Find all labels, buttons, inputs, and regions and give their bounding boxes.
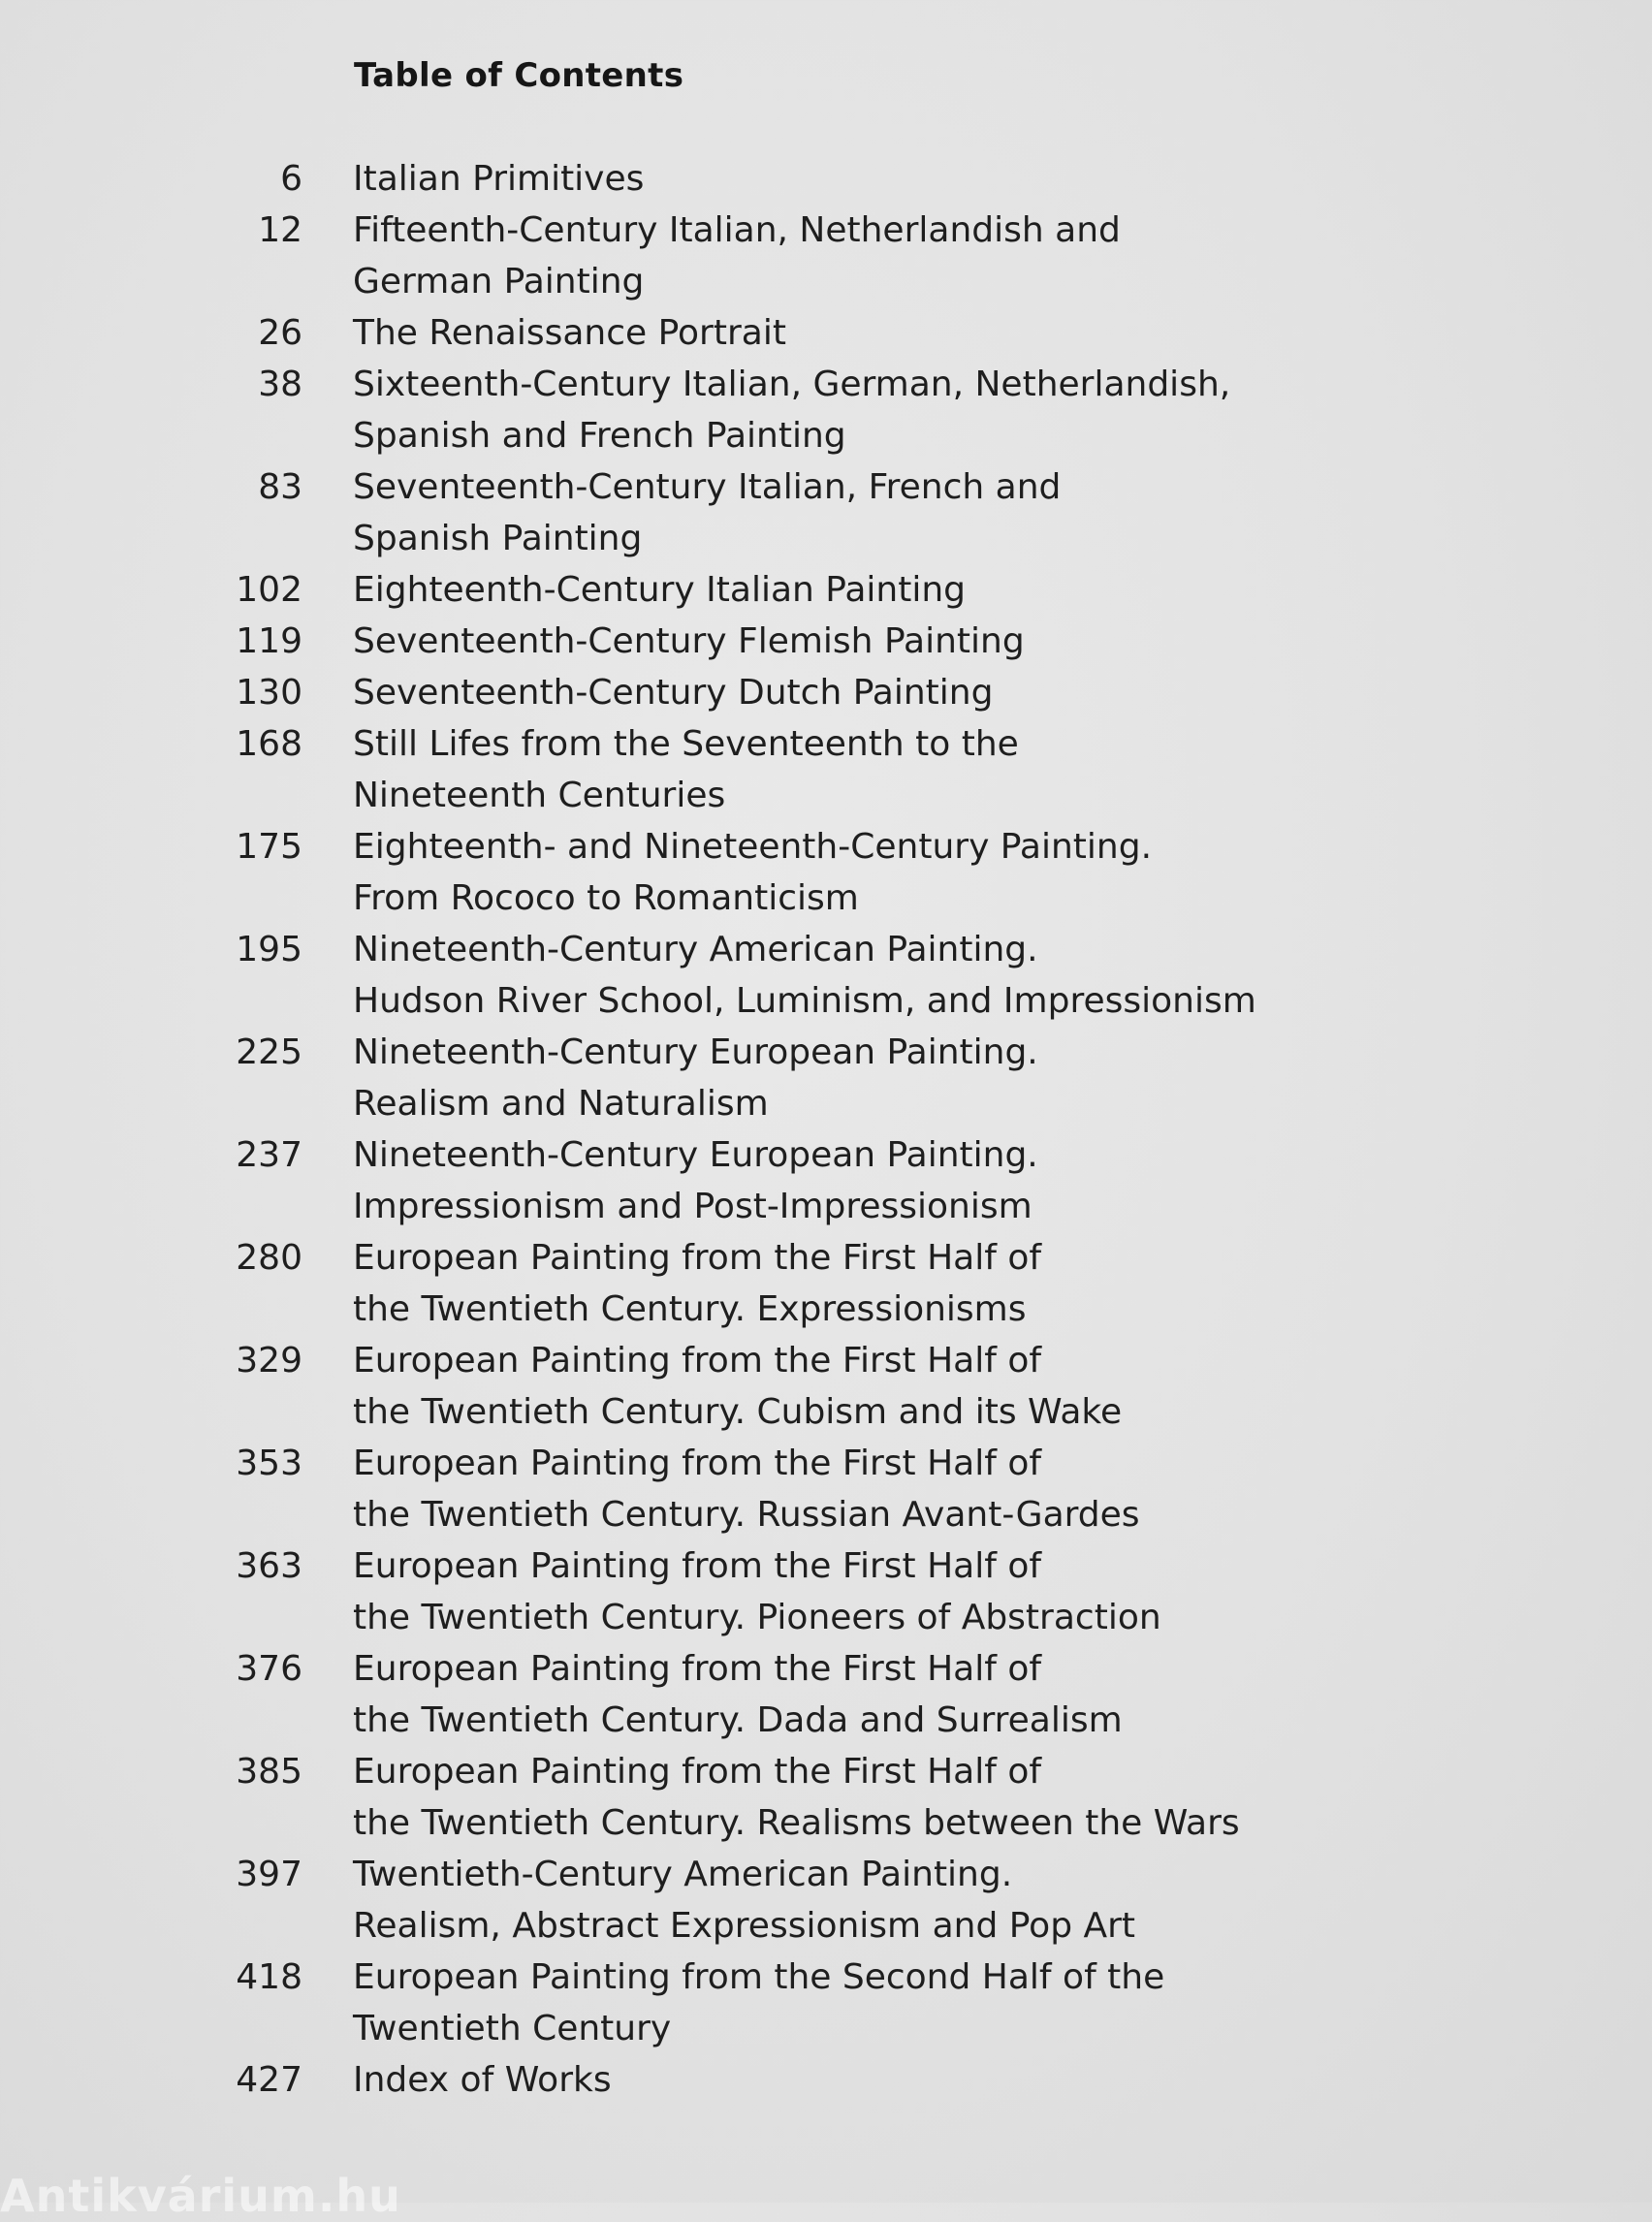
toc-chapter-title: [353, 153, 1652, 205]
toc-chapter-title-line: Realism and Naturalism: [353, 1084, 769, 1124]
toc-chapter-title-line: Index of Works: [353, 2060, 612, 2100]
toc-entry: [0, 153, 1652, 205]
toc-entry: [0, 1232, 1652, 1335]
toc-chapter-title: [353, 924, 1652, 1027]
watermark-logo: Antikvárium.hu: [0, 2170, 401, 2222]
toc-chapter-title-line: Nineteenth-Century European Painting.: [353, 1135, 1038, 1175]
toc-chapter-title: [353, 1438, 1652, 1540]
toc-entry: [0, 667, 1652, 718]
toc-chapter-title-line: the Twentieth Century. Realisms between the Wars: [353, 1803, 1240, 1843]
toc-chapter-title-line: Twentieth Century: [353, 2009, 672, 2048]
toc-entry: [0, 1849, 1652, 1952]
toc-page-number: 376: [236, 1649, 302, 1689]
toc-entry: [0, 461, 1652, 564]
toc-page-number: 397: [236, 1855, 302, 1894]
toc-chapter-title-line: European Painting from the Second Half of the: [353, 1957, 1165, 1997]
toc-entry: [0, 1540, 1652, 1643]
toc-chapter-title: [353, 1746, 1652, 1849]
toc-entry: [0, 1438, 1652, 1540]
toc-chapter-title-line: Still Lifes from the Seventeenth to the: [353, 724, 1019, 764]
toc-chapter-title-line: Nineteenth Centuries: [353, 776, 726, 815]
toc-chapter-title: [353, 1849, 1652, 1952]
toc-page-number: 26: [258, 313, 302, 353]
toc-chapter-title-line: Eighteenth-Century Italian Painting: [353, 570, 967, 610]
toc-chapter-title: [353, 718, 1652, 821]
toc-entry: [0, 205, 1652, 307]
toc-page-number: 329: [236, 1341, 302, 1381]
toc-chapter-title-line: Realism, Abstract Expressionism and Pop Art: [353, 1906, 1136, 1946]
toc-page-number: 353: [236, 1444, 302, 1483]
toc-chapter-title-line: Sixteenth-Century Italian, German, Netherlandish,: [353, 365, 1231, 404]
toc-page-number: 280: [236, 1238, 302, 1278]
toc-chapter-title-line: Twentieth-Century American Painting.: [353, 1855, 1013, 1894]
toc-entry: [0, 1746, 1652, 1849]
toc-entry: [0, 616, 1652, 667]
toc-entry: [0, 924, 1652, 1027]
toc-chapter-title-line: Seventeenth-Century Flemish Painting: [353, 621, 1025, 661]
toc-entry: [0, 1952, 1652, 2054]
toc-chapter-title-line: Nineteenth-Century American Painting.: [353, 930, 1038, 969]
toc-chapter-title: [353, 1027, 1652, 1129]
toc-page-number: 102: [236, 570, 302, 610]
toc-chapter-title: [353, 205, 1652, 307]
toc-page-number: 385: [236, 1752, 302, 1792]
toc-page-number: 195: [236, 930, 302, 969]
toc-page-number: 12: [258, 210, 302, 250]
toc-entry: [0, 1027, 1652, 1129]
toc-chapter-title: [353, 307, 1652, 359]
toc-chapter-title-line: Eighteenth- and Nineteenth-Century Painting.: [353, 827, 1153, 867]
toc-chapter-title-line: Seventeenth-Century Dutch Painting: [353, 673, 994, 713]
toc-chapter-title-line: European Painting from the First Half of: [353, 1341, 1042, 1381]
toc-page-number: 175: [236, 827, 302, 867]
toc-page-number: 83: [258, 467, 302, 507]
toc-chapter-title-line: Fifteenth-Century Italian, Netherlandish and: [353, 210, 1121, 250]
toc-entry: [0, 1335, 1652, 1438]
toc-chapter-title-line: the Twentieth Century. Expressionisms: [353, 1289, 1027, 1329]
toc-chapter-title: [353, 1232, 1652, 1335]
toc-page-number: 130: [236, 673, 302, 713]
toc-page-number: 119: [236, 621, 302, 661]
toc-chapter-title: [353, 1643, 1652, 1746]
toc-chapter-title-line: Impressionism and Post-Impressionism: [353, 1187, 1032, 1226]
toc-chapter-title-line: Spanish and French Painting: [353, 416, 846, 456]
toc-entry: [0, 1643, 1652, 1746]
toc-page-number: 38: [258, 365, 302, 404]
toc-chapter-title-line: Spanish Painting: [353, 519, 643, 558]
toc-entry: [0, 1129, 1652, 1232]
toc-chapter-title: [353, 1129, 1652, 1232]
toc-chapter-title-line: European Painting from the First Half of: [353, 1649, 1042, 1689]
toc-chapter-title-line: From Rococo to Romanticism: [353, 878, 859, 918]
toc-chapter-title: [353, 1952, 1652, 2054]
toc-page-number: 237: [236, 1135, 302, 1175]
toc-chapter-title-line: Italian Primitives: [353, 159, 645, 199]
toc-entry: [0, 564, 1652, 616]
toc-chapter-title-line: German Painting: [353, 262, 645, 302]
toc-page-number: 168: [236, 724, 302, 764]
toc-chapter-title: [353, 564, 1652, 616]
toc-entry: [0, 2054, 1652, 2106]
toc-chapter-title-line: European Painting from the First Half of: [353, 1546, 1042, 1586]
toc-chapter-title: [353, 359, 1652, 461]
toc-page-number: 427: [236, 2060, 302, 2100]
toc-chapter-title-line: the Twentieth Century. Cubism and its Wake: [353, 1392, 1123, 1432]
toc-chapter-title-line: Hudson River School, Luminism, and Impressionism: [353, 981, 1256, 1021]
toc-chapter-title: [353, 1540, 1652, 1643]
toc-chapter-title-line: the Twentieth Century. Dada and Surrealism: [353, 1700, 1123, 1740]
toc-chapter-title-line: The Renaissance Portrait: [353, 313, 786, 353]
toc-page-number: 225: [236, 1032, 302, 1072]
toc-chapter-title: [353, 461, 1652, 564]
toc-page-number: 363: [236, 1546, 302, 1586]
toc-chapter-title: [353, 1335, 1652, 1438]
toc-list: [0, 153, 1652, 2106]
toc-chapter-title-line: the Twentieth Century. Pioneers of Abstraction: [353, 1598, 1161, 1637]
toc-chapter-title-line: European Painting from the First Half of: [353, 1238, 1042, 1278]
toc-chapter-title: [353, 616, 1652, 667]
toc-chapter-title-line: European Painting from the First Half of: [353, 1444, 1042, 1483]
toc-entry: [0, 821, 1652, 924]
toc-page-number: 6: [280, 159, 302, 199]
toc-chapter-title-line: Nineteenth-Century European Painting.: [353, 1032, 1038, 1072]
toc-chapter-title-line: the Twentieth Century. Russian Avant-Gardes: [353, 1495, 1140, 1535]
toc-entry: [0, 307, 1652, 359]
toc-chapter-title: [353, 821, 1652, 924]
toc-chapter-title: [353, 667, 1652, 718]
toc-entry: [0, 359, 1652, 461]
toc-chapter-title-line: Seventeenth-Century Italian, French and: [353, 467, 1062, 507]
toc-page-number: 418: [236, 1957, 302, 1997]
toc-entry: [0, 718, 1652, 821]
toc-chapter-title: [353, 2054, 1652, 2106]
toc-chapter-title-line: European Painting from the First Half of: [353, 1752, 1042, 1792]
page-title: Table of Contents: [354, 56, 684, 95]
